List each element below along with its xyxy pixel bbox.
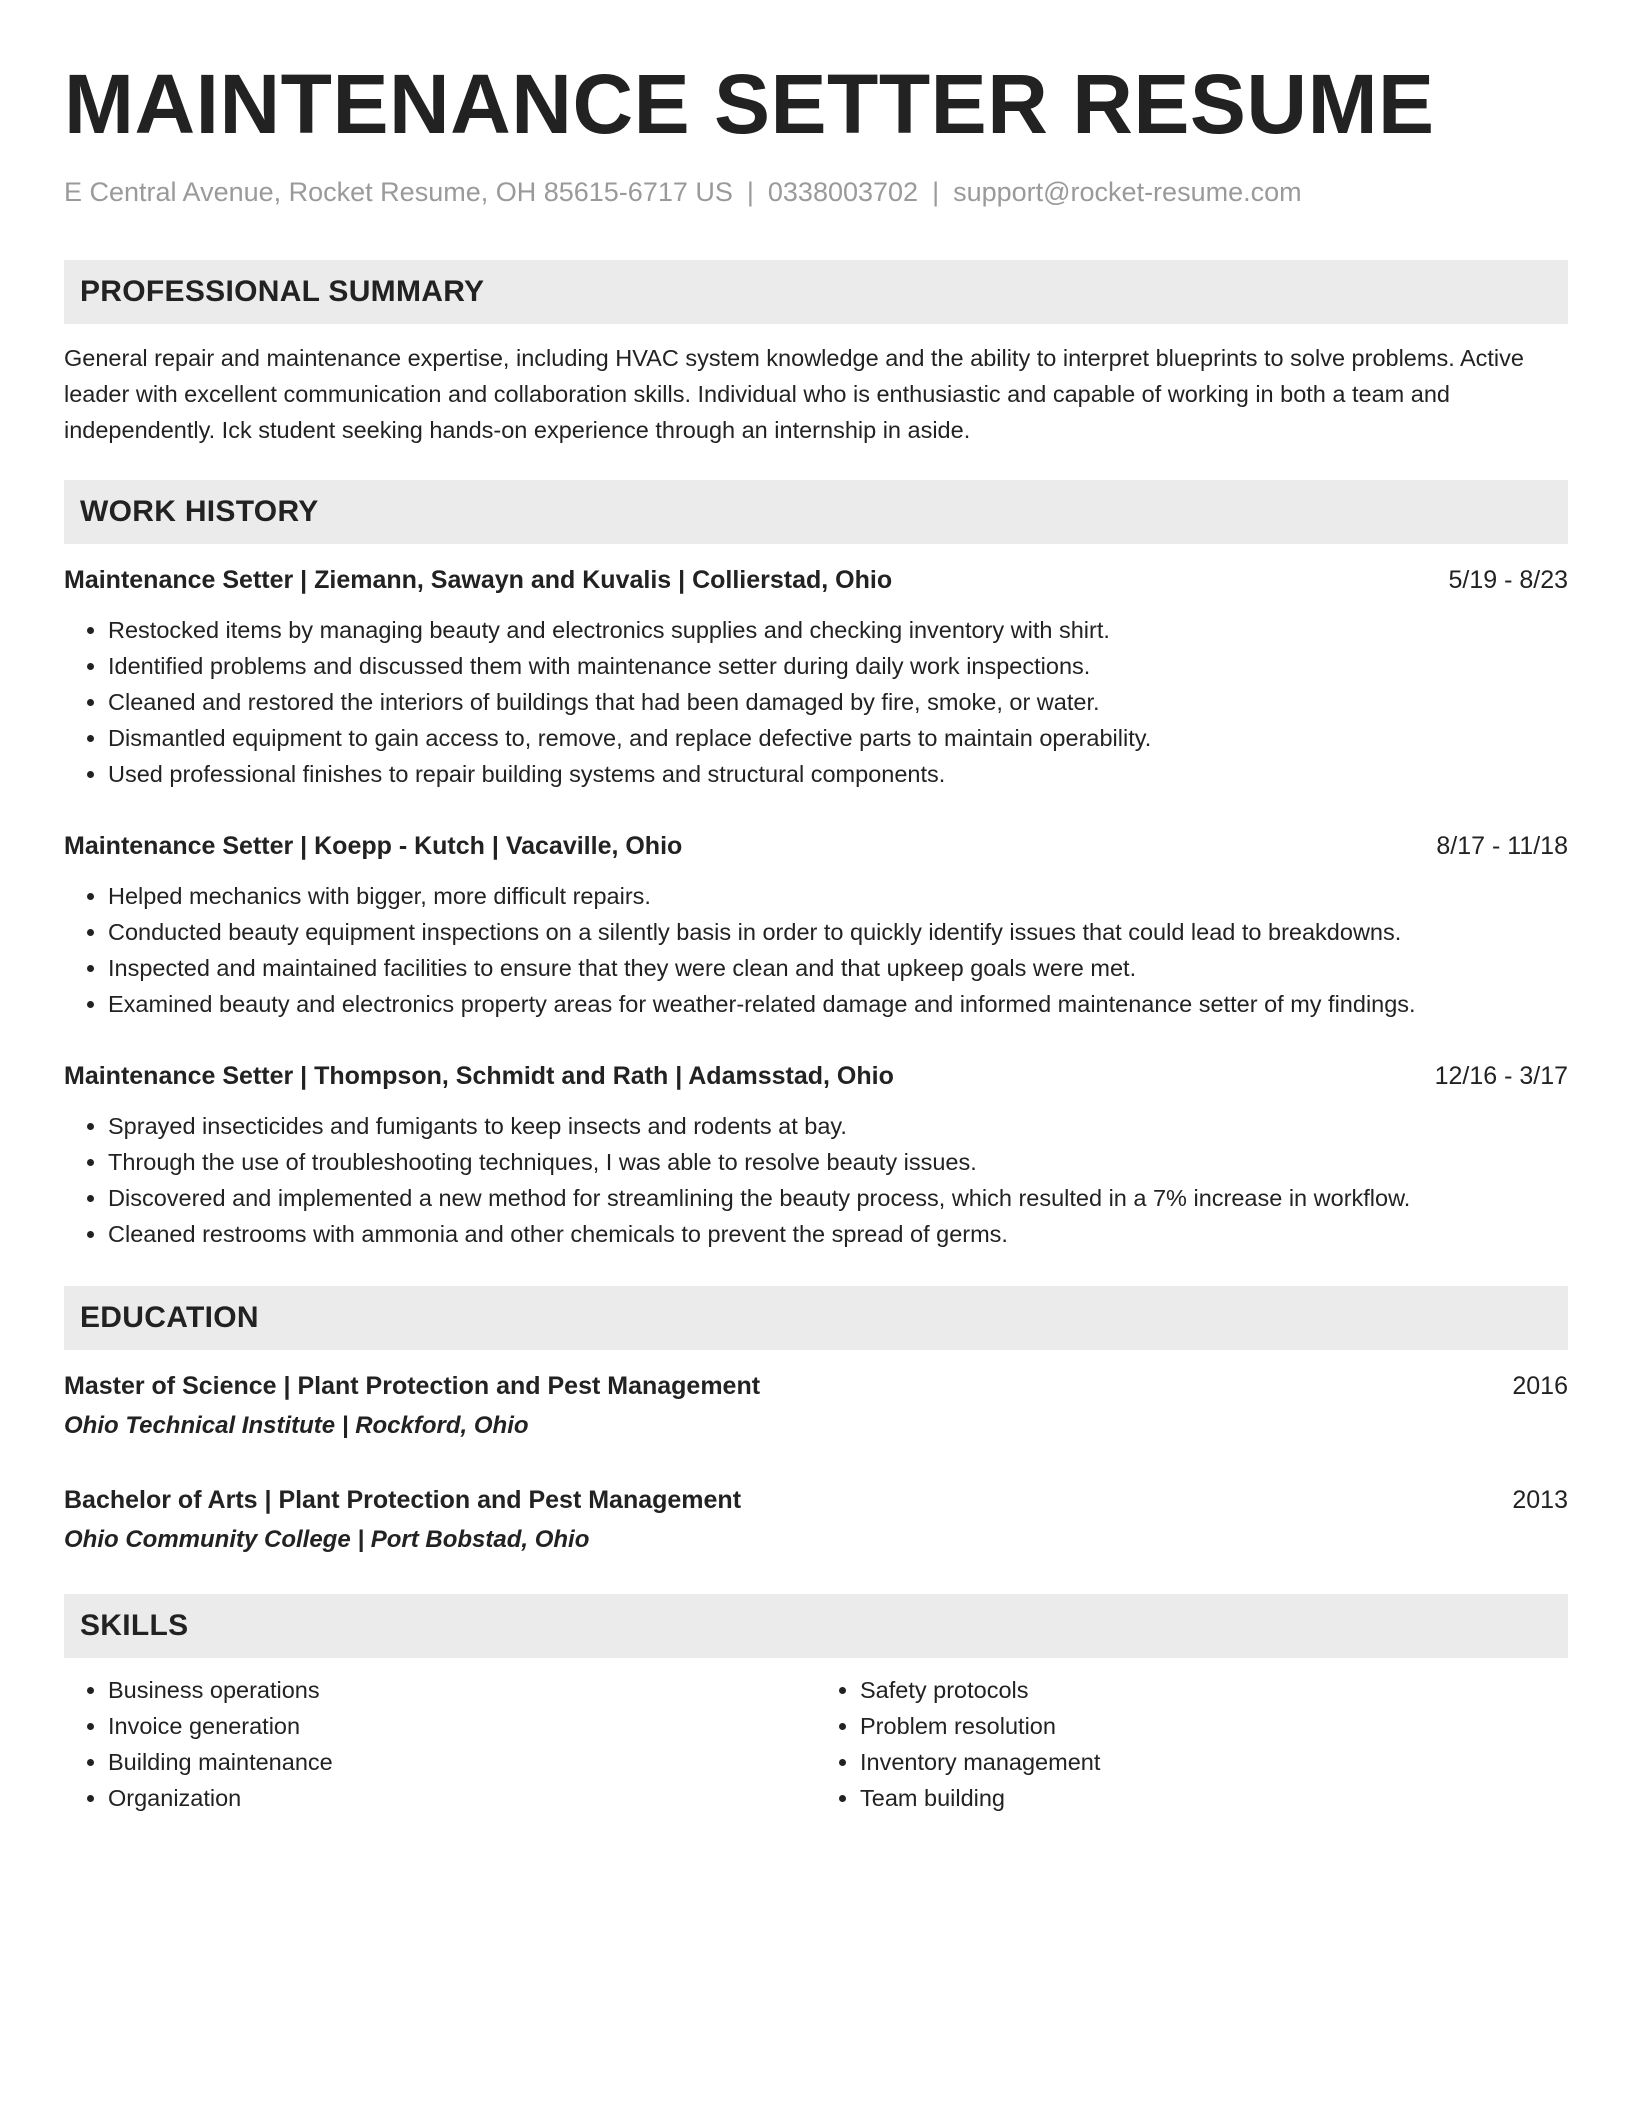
education-heading-row — [64, 1482, 1568, 1518]
separator: | — [932, 177, 940, 207]
job-bullet: • Cleaned restrooms with ammonia and other chemicals to prevent the spread of germs. — [108, 1216, 1568, 1252]
degree: Bachelor of Arts | Plant Protection and Pest Management — [64, 1486, 742, 1514]
graduation-year: 2013 — [1512, 1486, 1568, 1514]
address: E Central Avenue, Rocket Resume, OH 85615-6717 US — [64, 177, 733, 207]
section-header-summary: PROFESSIONAL SUMMARY — [64, 260, 1568, 324]
job-bullet: • Dismantled equipment to gain access to, remove, and replace defective parts to maintain operability. — [108, 720, 1568, 756]
email-link[interactable]: support@rocket-resume.com — [953, 177, 1302, 207]
job-title: Maintenance Setter | Ziemann, Sawayn and Kuvalis | Collierstad, Ohio — [64, 566, 893, 594]
education-entry — [64, 1482, 1568, 1558]
section-header-education: EDUCATION — [64, 1286, 1568, 1350]
school-name: Ohio Community College | Port Bobstad, Ohio — [64, 1526, 590, 1553]
separator: | — [746, 177, 754, 207]
job-bullet: • Identified problems and discussed them with maintenance setter during daily work inspections. — [108, 648, 1568, 684]
job-title: Maintenance Setter | Thompson, Schmidt and Rath | Adamsstad, Ohio — [64, 1062, 894, 1090]
job-entry — [64, 828, 1568, 1022]
job-bullet: • Discovered and implemented a new method for streamlining the beauty process, which resulted in a 7% increase in workflow. — [108, 1180, 1568, 1216]
job-dates: 5/19 - 8/23 — [1448, 566, 1568, 594]
skill-item: • Invoice generation — [108, 1708, 816, 1744]
job-entry — [64, 562, 1568, 792]
education-heading-row — [64, 1368, 1568, 1404]
job-entry — [64, 1058, 1568, 1252]
job-bullet: • Restocked items by managing beauty and electronics supplies and checking inventory with shirt. — [108, 612, 1568, 648]
job-title: Maintenance Setter | Koepp - Kutch | Vacaville, Ohio — [64, 832, 683, 860]
skills-column-right — [816, 1672, 1568, 1816]
job-heading-row — [64, 1058, 1568, 1094]
job-bullet: • Conducted beauty equipment inspections on a silently basis in order to quickly identify issues that could lead to breakdowns. — [108, 914, 1568, 950]
job-bullet: • Helped mechanics with bigger, more difficult repairs. — [108, 878, 1568, 914]
job-bullet: • Through the use of troubleshooting techniques, I was able to resolve beauty issues. — [108, 1144, 1568, 1180]
skill-item: • Business operations — [108, 1672, 816, 1708]
phone: 0338003702 — [767, 177, 919, 207]
job-bullet: • Examined beauty and electronics property areas for weather-related damage and informed maintenance setter of my findings. — [108, 986, 1568, 1022]
job-dates: 12/16 - 3/17 — [1434, 1062, 1568, 1090]
job-bullet: • Used professional finishes to repair building systems and structural components. — [108, 756, 1568, 792]
resume-title: MAINTENANCE SETTER RESUME — [64, 57, 1435, 151]
section-header-work-history: WORK HISTORY — [64, 480, 1568, 544]
job-bullets — [64, 878, 1568, 1022]
summary-text: General repair and maintenance expertise, including HVAC system knowledge and the ability to interpret blueprints to solve problems. Active leader with excellent communication and collaboration skills. Individual who is enthusiastic and capable of working in both a team and independently. Ick student seeking hands-on experience through an internship in aside. — [64, 345, 1524, 443]
job-bullets — [64, 1108, 1568, 1252]
skill-item: • Inventory management — [860, 1744, 1568, 1780]
skill-item: • Building maintenance — [108, 1744, 816, 1780]
job-heading-row — [64, 562, 1568, 598]
skills-list — [64, 1672, 1568, 1816]
job-heading-row — [64, 828, 1568, 864]
skill-item: • Safety protocols — [860, 1672, 1568, 1708]
job-bullets — [64, 612, 1568, 792]
skill-item: • Team building — [860, 1780, 1568, 1816]
skill-item: • Problem resolution — [860, 1708, 1568, 1744]
degree: Master of Science | Plant Protection and Pest Management — [64, 1372, 761, 1400]
education-entry — [64, 1368, 1568, 1444]
section-header-skills: SKILLS — [64, 1594, 1568, 1658]
skills-column-left — [64, 1672, 816, 1816]
graduation-year: 2016 — [1512, 1372, 1568, 1400]
job-dates: 8/17 - 11/18 — [1436, 832, 1568, 860]
job-bullet: • Cleaned and restored the interiors of buildings that had been damaged by fire, smoke, or water. — [108, 684, 1568, 720]
skill-item: • Organization — [108, 1780, 816, 1816]
contact-line — [64, 174, 1568, 210]
school-name: Ohio Technical Institute | Rockford, Ohio — [64, 1412, 529, 1439]
job-bullet: • Inspected and maintained facilities to ensure that they were clean and that upkeep goals were met. — [108, 950, 1568, 986]
job-bullet: • Sprayed insecticides and fumigants to keep insects and rodents at bay. — [108, 1108, 1568, 1144]
